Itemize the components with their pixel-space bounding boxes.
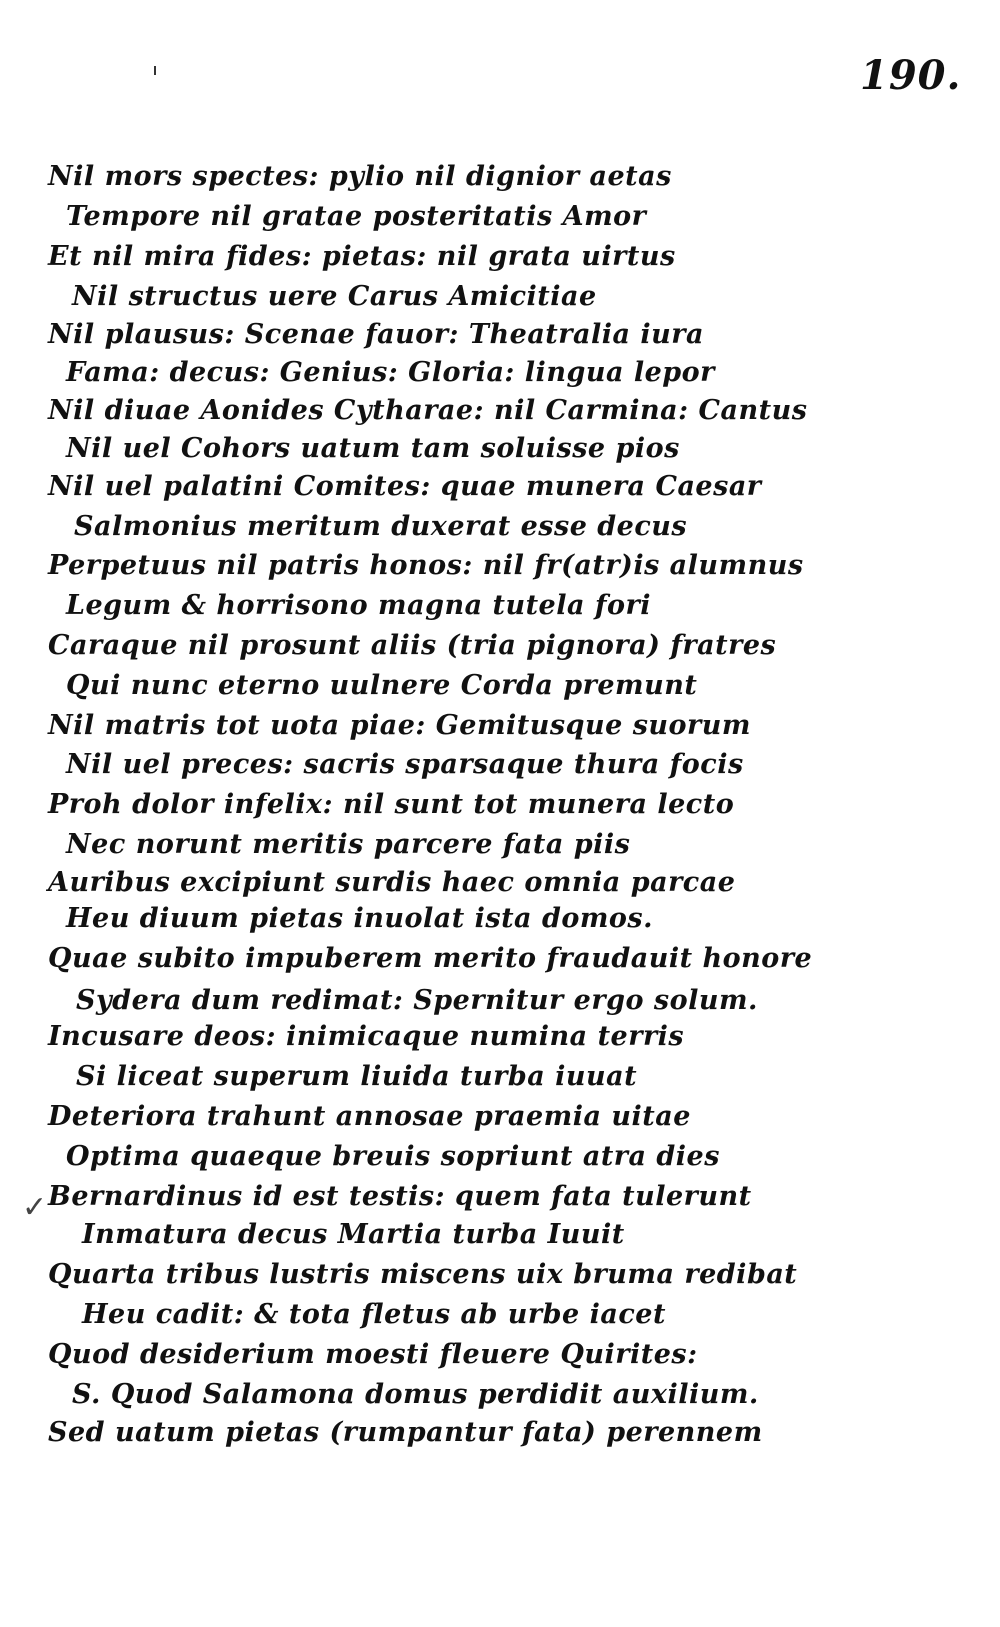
verse-line: Quae subito impuberem merito fraudauit honore — [48, 943, 813, 974]
verse-line: Optima quaeque breuis sopriunt atra dies — [66, 1141, 720, 1172]
verse-line: Bernardinus id est testis: quem fata tulerunt — [48, 1181, 752, 1212]
verse-line: Nec norunt meritis parcere fata piis — [66, 829, 631, 860]
verse-line: Sed uatum pietas (rumpantur fata) perennem — [48, 1417, 763, 1448]
verse-line: Nil matris tot uota piae: Gemitusque suorum — [48, 710, 751, 741]
verse-line: Heu diuum pietas inuolat ista domos. — [66, 903, 654, 934]
verse-line: Nil uel palatini Comites: quae munera Caesar — [48, 471, 762, 502]
verse-line: Nil uel Cohors uatum tam soluisse pios — [66, 433, 680, 464]
verse-line: Perpetuus nil patris honos: nil fr(atr)is alumnus — [48, 550, 804, 581]
folio-number: 190. — [860, 52, 962, 99]
verse-line: Tempore nil gratae posteritatis Amor — [66, 201, 647, 232]
verse-line: Qui nunc eterno uulnere Corda premunt — [66, 670, 698, 701]
verse-line: Si liceat superum liuida turba iuuat — [76, 1061, 638, 1092]
verse-line: Deteriora trahunt annosae praemia uitae — [48, 1101, 691, 1132]
verse-line: Nil mors spectes: pylio nil dignior aetas — [48, 161, 672, 192]
verse-line: S. Quod Salamona domus perdidit auxilium. — [72, 1379, 759, 1410]
verse-line: Salmonius meritum duxerat esse decus — [74, 511, 688, 542]
verse-line: Nil plausus: Scenae fauor: Theatralia iura — [48, 319, 705, 350]
verse-line: Heu cadit: & tota fletus ab urbe iacet — [82, 1299, 666, 1330]
verse-line: Auribus excipiunt surdis haec omnia parcae — [48, 867, 736, 898]
verse-line: Nil structus uere Carus Amicitiae — [72, 281, 597, 312]
verse-line: Legum & horrisono magna tutela fori — [66, 590, 651, 621]
verse-line: Proh dolor infelix: nil sunt tot munera lecto — [48, 789, 735, 820]
verse-line: Inmatura decus Martia turba Iuuit — [82, 1219, 625, 1250]
verse-line: Nil uel preces: sacris sparsaque thura focis — [66, 749, 744, 780]
verse-line: Quod desiderium moesti fleuere Quirites: — [48, 1339, 698, 1370]
marginal-check-mark: ✓ — [22, 1190, 48, 1225]
verse-line: Incusare deos: inimicaque numina terris — [48, 1021, 685, 1052]
verse-line: Sydera dum redimat: Spernitur ergo solum. — [76, 985, 758, 1016]
verse-line: Quarta tribus lustris miscens uix bruma redibat — [48, 1259, 798, 1290]
verse-line: Caraque nil prosunt aliis (tria pignora) fratres — [48, 630, 777, 661]
verse-line: Et nil mira fides: pietas: nil grata uirtus — [48, 241, 676, 272]
verse-line: Nil diuae Aonides Cytharae: nil Carmina: Cantus — [48, 395, 808, 426]
verse-line: Fama: decus: Genius: Gloria: lingua lepor — [66, 357, 715, 388]
